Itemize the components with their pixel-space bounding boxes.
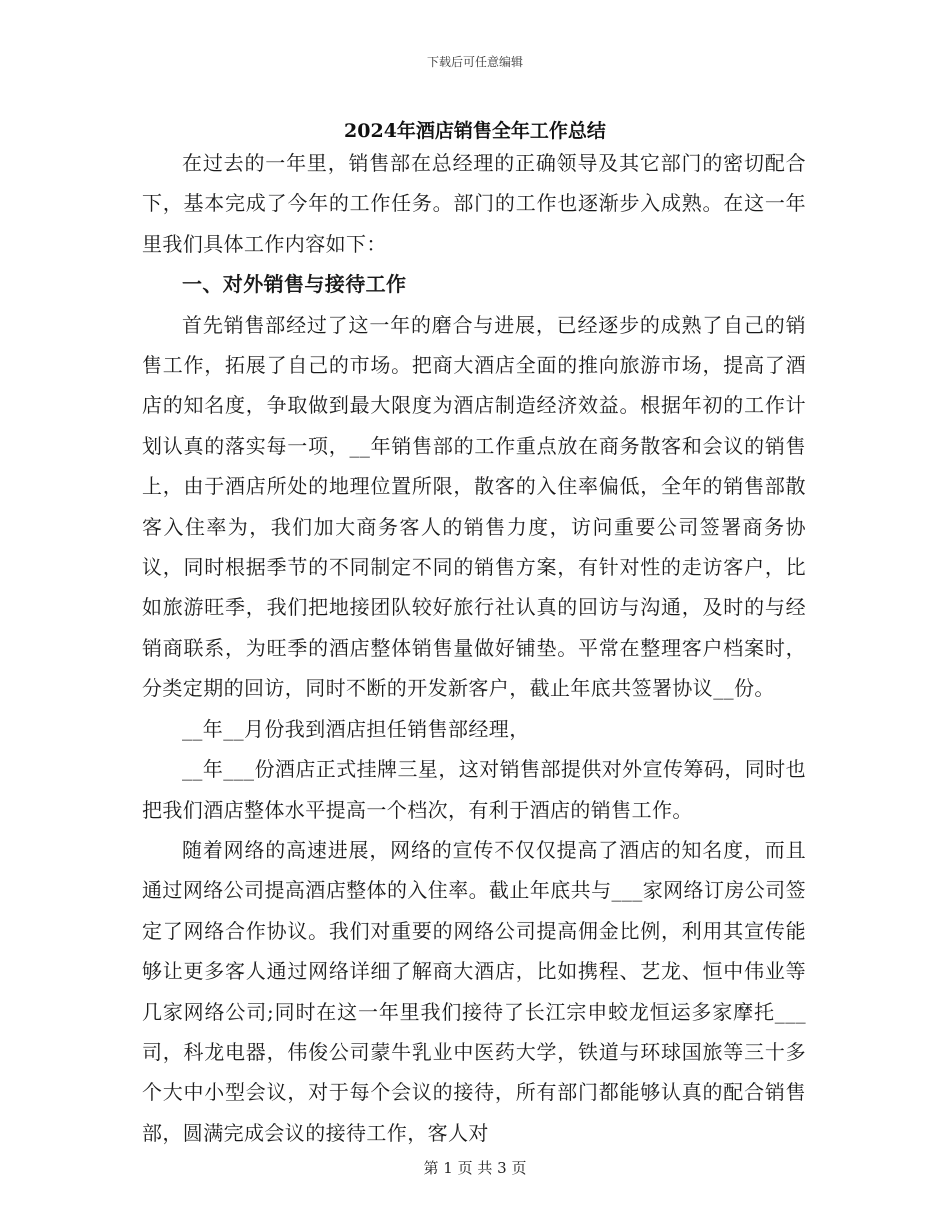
page-header-note: 下载后可任意编辑 xyxy=(426,55,523,69)
document-body xyxy=(142,143,806,1153)
paragraph-sales-work: 首先销售部经过了这一年的磨合与进展，已经逐步的成熟了自己的销售工作，拓展了自己的市场。把商大酒店全面的推向旅游市场，提高了酒店的知名度，争取做到最大限度为酒店制造经济效益。根据年初的工作计划认真的落实每一项，__年销售部的工作重点放在商务散客和会议的销售上，由于酒店所处的地理位置所限，散客的入住率偏低，全年的销售部散客入住率为，我们加大商务客人的销售力度，访问重要公司签署商务协议，同时根据季节的不同制定不同的销售方案，有针对性的走访客户，比如旅游旺季，我们把地接团队较好旅行社认真的回访与沟通，及时的与经销商联系，为旺季的酒店整体销售量做好铺垫。平常在整理客户档案时，分类定期的回访，同时不断的开发新客户，截止年底共签署协议__份。 xyxy=(142,312,806,701)
paragraph-network: 随着网络的高速进展，网络的宣传不仅仅提高了酒店的知名度，而且通过网络公司提高酒店整体的入住率。截止年底共与___家网络订房公司签定了网络合作协议。我们对重要的网络公司提高佣金比例，利用其宣传能够让更多客人通过网络详细了解商大酒店，比如携程、艺龙、恒中伟业等几家网络公司;同时在这一年里我们接待了长江宗申蛟龙恒运多家摩托___司，科龙电器，伟俊公司蒙牛乳业中医药大学，铁道与环球国旅等三十多个大中小型会议，对于每个会议的接待，所有部门都能够认真的配合销售部，圆满完成会议的接待工作，客人对 xyxy=(142,837,806,1145)
paragraph-intro: 在过去的一年里，销售部在总经理的正确领导及其它部门的密切配合下，基本完成了今年的工作任务。部门的工作也逐渐步入成熟。在这一年里我们具体工作内容如下： xyxy=(142,151,806,256)
paragraph-three-star: __年___份酒店正式挂牌三星，这对销售部提供对外宣传筹码，同时也把我们酒店整体水平提高一个档次，有利于酒店的销售工作。 xyxy=(142,757,806,822)
page-footer-indicator: 第 1 页 共 3 页 xyxy=(423,1159,527,1177)
section-heading: 一、对外销售与接待工作 xyxy=(182,272,407,297)
document-title: 2024年酒店销售全年工作总结 xyxy=(344,120,606,142)
paragraph-manager-start: __年__月份我到酒店担任销售部经理， xyxy=(182,716,530,741)
